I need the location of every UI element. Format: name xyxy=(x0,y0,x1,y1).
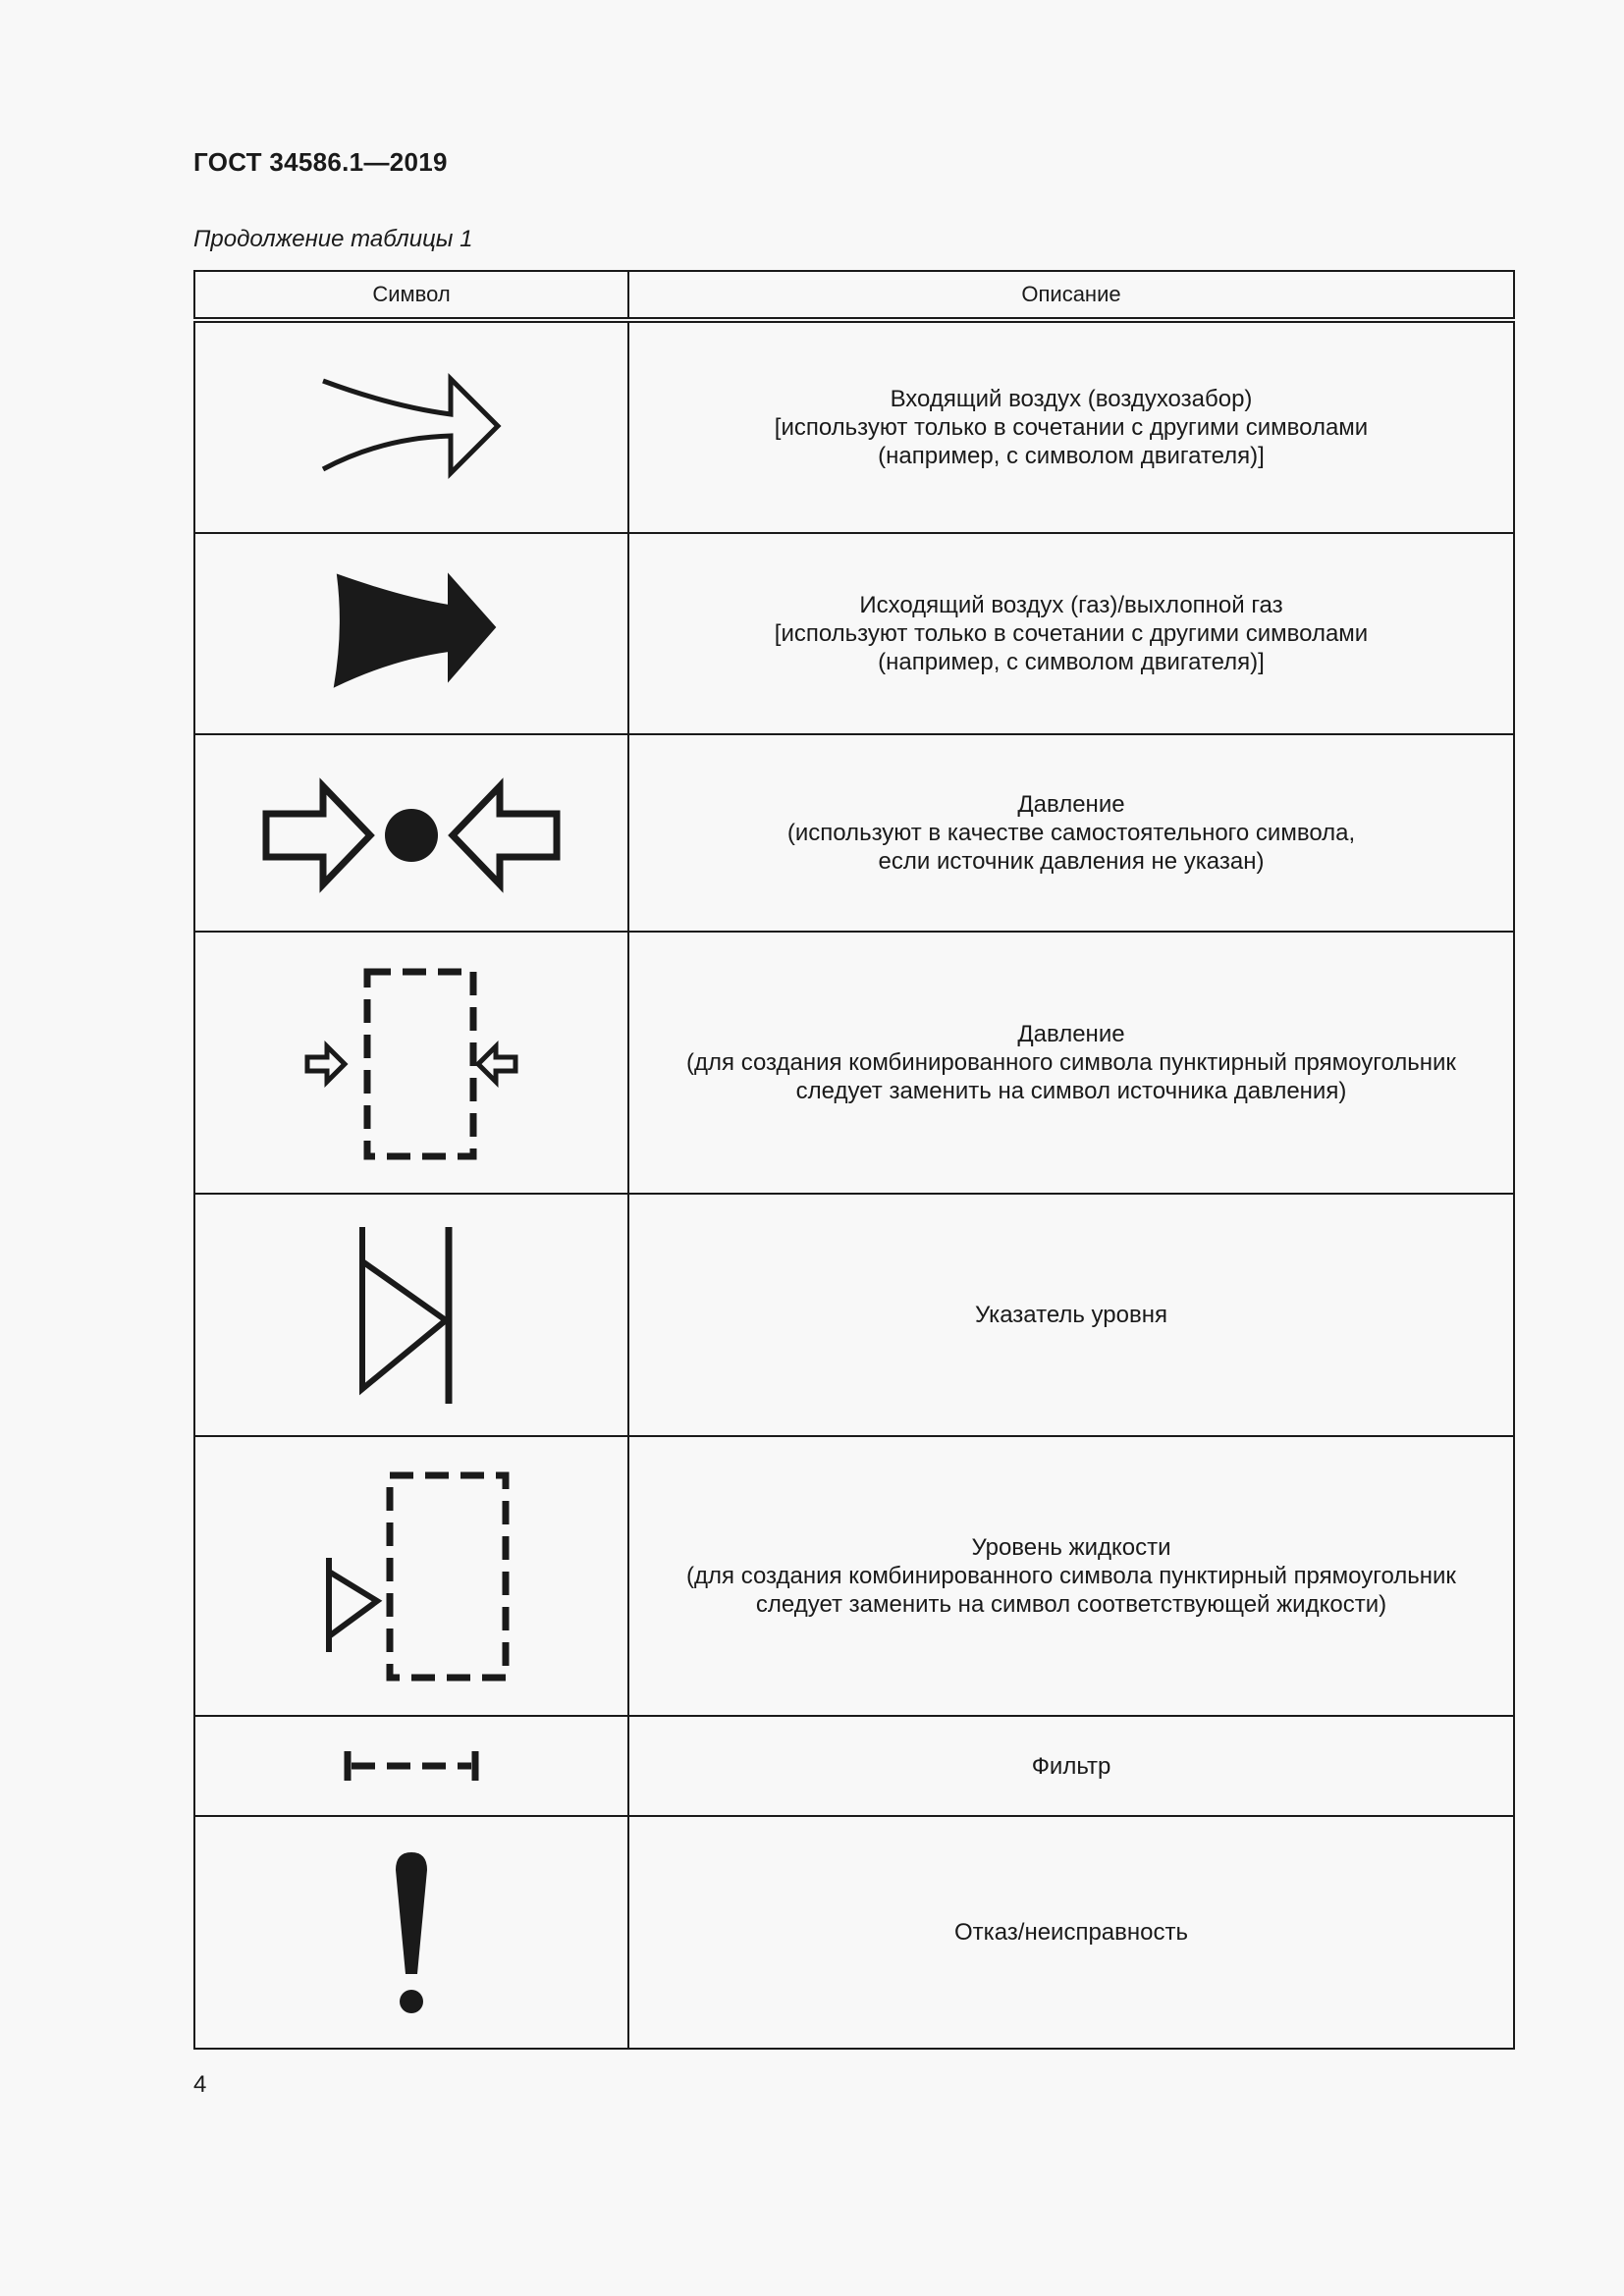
table-row xyxy=(194,533,1514,734)
column-header-symbol: Символ xyxy=(194,271,628,320)
pressure-combined-icon xyxy=(294,960,529,1166)
description-line: Фильтр xyxy=(1031,1752,1111,1780)
description-line: (например, с символом двигателя)] xyxy=(878,649,1265,675)
document-title: ГОСТ 34586.1—2019 xyxy=(193,147,448,177)
description-cell xyxy=(628,320,1514,533)
symbol-cell xyxy=(194,1716,628,1816)
page-number: 4 xyxy=(193,2071,207,2098)
description-line: Указатель уровня xyxy=(975,1302,1167,1328)
table-row xyxy=(194,320,1514,533)
description-line: (например, с символом двигателя)] xyxy=(878,443,1265,469)
description-cell xyxy=(628,1436,1514,1716)
description-line: (для создания комбинированного символа пунктирный прямоугольник xyxy=(686,1563,1456,1589)
table-caption: Продолжение таблицы 1 xyxy=(193,226,473,252)
level-indicator-icon xyxy=(333,1222,490,1409)
table-row xyxy=(194,1436,1514,1716)
symbol-cell xyxy=(194,932,628,1194)
filter-icon xyxy=(338,1746,485,1786)
symbol-cell xyxy=(194,734,628,932)
liquid-level-icon xyxy=(303,1464,519,1689)
table-row xyxy=(194,932,1514,1194)
symbol-cell xyxy=(194,1436,628,1716)
pressure-icon xyxy=(244,765,578,902)
description-line: [используют только в сочетании с другими символами xyxy=(774,620,1369,647)
column-header-description: Описание xyxy=(628,271,1514,320)
fault-icon xyxy=(382,1844,441,2021)
symbol-cell xyxy=(194,533,628,734)
table-row xyxy=(194,734,1514,932)
description-line: Уровень жидкости xyxy=(971,1534,1171,1561)
description-cell xyxy=(628,932,1514,1194)
description-line: Исходящий воздух (газ)/выхлопной газ xyxy=(859,592,1283,618)
description-cell xyxy=(628,1194,1514,1436)
intake-air-arrow-icon xyxy=(284,349,539,507)
description-cell xyxy=(628,1716,1514,1816)
description-cell xyxy=(628,533,1514,734)
symbol-cell xyxy=(194,320,628,533)
symbol-cell xyxy=(194,1816,628,2049)
description-cell xyxy=(628,1816,1514,2049)
description-line: Давление xyxy=(1017,791,1125,818)
table-row xyxy=(194,1194,1514,1436)
description-line: Отказ/неисправность xyxy=(954,1919,1188,1946)
description-line: [используют только в сочетании с другими символами xyxy=(774,414,1369,441)
symbols-table xyxy=(193,270,1515,2050)
description-line: если источник давления не указан) xyxy=(878,848,1265,875)
description-line: Давление xyxy=(1017,1021,1125,1047)
description-cell xyxy=(628,734,1514,932)
table-row xyxy=(194,1716,1514,1816)
description-line: следует заменить на символ соответствующей жидкости) xyxy=(755,1591,1387,1618)
description-line: следует заменить на символ источника давления) xyxy=(795,1078,1347,1104)
description-line: (используют в качестве самостоятельного символа, xyxy=(786,820,1356,846)
description-line: Входящий воздух (воздухозабор) xyxy=(890,386,1253,412)
table-header-row xyxy=(194,271,1514,320)
table-row xyxy=(194,1816,1514,2049)
symbol-cell xyxy=(194,1194,628,1436)
description-line: (для создания комбинированного символа пунктирный прямоугольник xyxy=(686,1049,1456,1076)
exhaust-air-arrow-icon xyxy=(284,561,539,708)
